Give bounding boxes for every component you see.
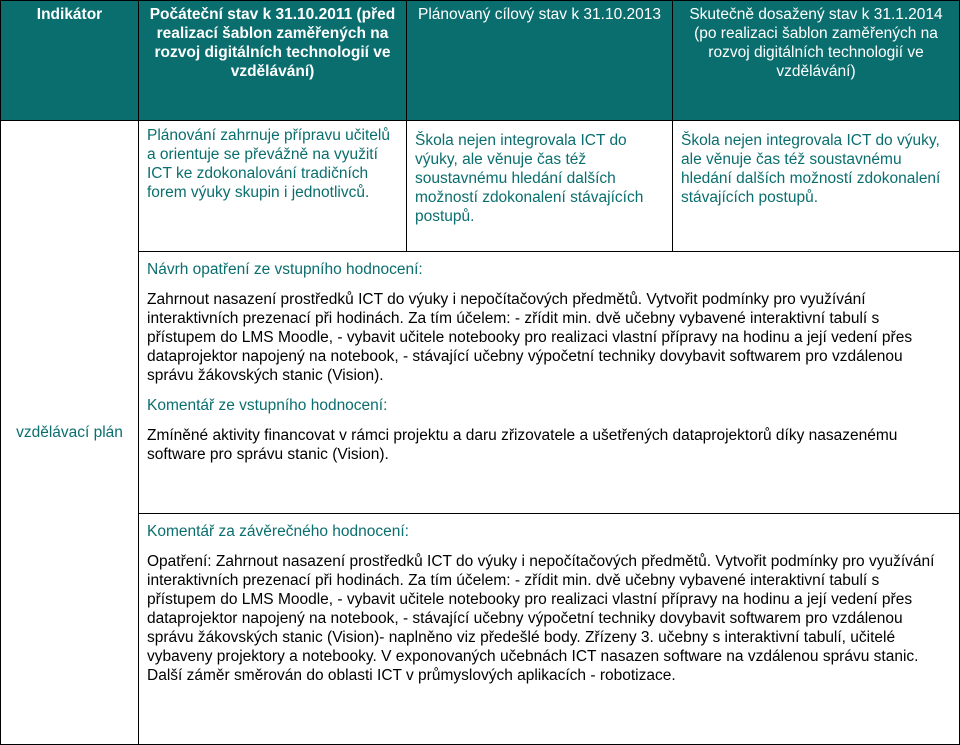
- input-comment-text: Zmíněné aktivity financovat v rámci projektu a daru zřizovatele a ušetřených dataprojektorů díky nasazenému software pro správu stanic (Vision).: [147, 427, 898, 463]
- initial-state-cell: Plánování zahrnuje přípravu učitelů a orientuje se převážně na využití ICT ke zdokonalování tradičních forem výuky skupin i jednotlivců.: [139, 121, 407, 252]
- final-comment-text: Opatření: Zahrnout nasazení prostředků ICT do výuky i nepočítačových předmětů. Vytvořit podmínky pro využívání interaktivních prezenací při hodinách. Za tím účelem: - zřídit min. dvě učebny vybavené interaktivní tabulí s přístupem do LMS Moodle, - vybavit učitele notebooky pro realizaci vlastní přípravy na hodinu a její vedení přes dataprojektor napojený na notebook, - stávající učebny výpočetní techniky dovybavit softwarem pro vzdálenou správu žákovských stanic (Vision)- naplněno viz předešlé body. Zřízeny 3. učebny s interaktivní tabulí, učitelé vybaveny projektory a notebooky. V exponovaných učebnách ICT nasazen software na vzdálenou správu stanic. Další záměr směrován do oblasti ICT v průmyslových aplikacích - robotizace.: [147, 553, 935, 684]
- input-evaluation-cell: [139, 252, 960, 514]
- state-row: [1, 121, 960, 252]
- planned-state-cell: Škola nejen integrovala ICT do výuky, ale věnuje čas též soustavnému hledání dalších možností zdokonalení stávajících postupů.: [407, 121, 673, 252]
- header-row: [1, 1, 960, 121]
- input-evaluation-row: [1, 252, 960, 514]
- proposal-text: Zahrnout nasazení prostředků ICT do výuky i nepočítačových předmětů. Vytvořit podmínky pro využívání interaktivních prezenací při hodinách. Za tím účelem: - zřídit min. dvě učebny vybavené interaktivní tabulí s přístupem do LMS Moodle, - vybavit učitele notebooky pro realizaci vlastní přípravy na hodinu a její vedení přes dataprojektor napojený na notebook, - stávající učebny výpočetní techniky dovybavit softwarem pro vzdálenou správu žákovských stanic (Vision).: [147, 291, 913, 384]
- header-achieved-state: Skutečně dosažený stav k 31.1.2014 (po realizaci šablon zaměřených na rozvoj digitálních technologií ve vzdělávání): [673, 1, 960, 121]
- input-comment-heading: Komentář ze vstupního hodnocení:: [147, 397, 388, 414]
- header-initial-state: Počáteční stav k 31.10.2011 (před realizací šablon zaměřených na rozvoj digitálních technologií ve vzdělávání): [139, 1, 407, 121]
- final-comment-heading: Komentář za závěrečného hodnocení:: [147, 523, 409, 540]
- proposal-heading: Návrh opatření ze vstupního hodnocení:: [147, 261, 423, 278]
- achieved-state-cell: Škola nejen integrovala ICT do výuky, ale věnuje čas též soustavnému hledání dalších možností zdokonalení stávajících postupů.: [673, 121, 960, 252]
- header-planned-state: Plánovaný cílový stav k 31.10.2013: [407, 1, 673, 121]
- final-evaluation-row: [1, 514, 960, 745]
- final-evaluation-cell: [139, 514, 960, 745]
- header-indicator: Indikátor: [1, 1, 139, 121]
- indicator-label: vzdělávací plán: [1, 121, 139, 745]
